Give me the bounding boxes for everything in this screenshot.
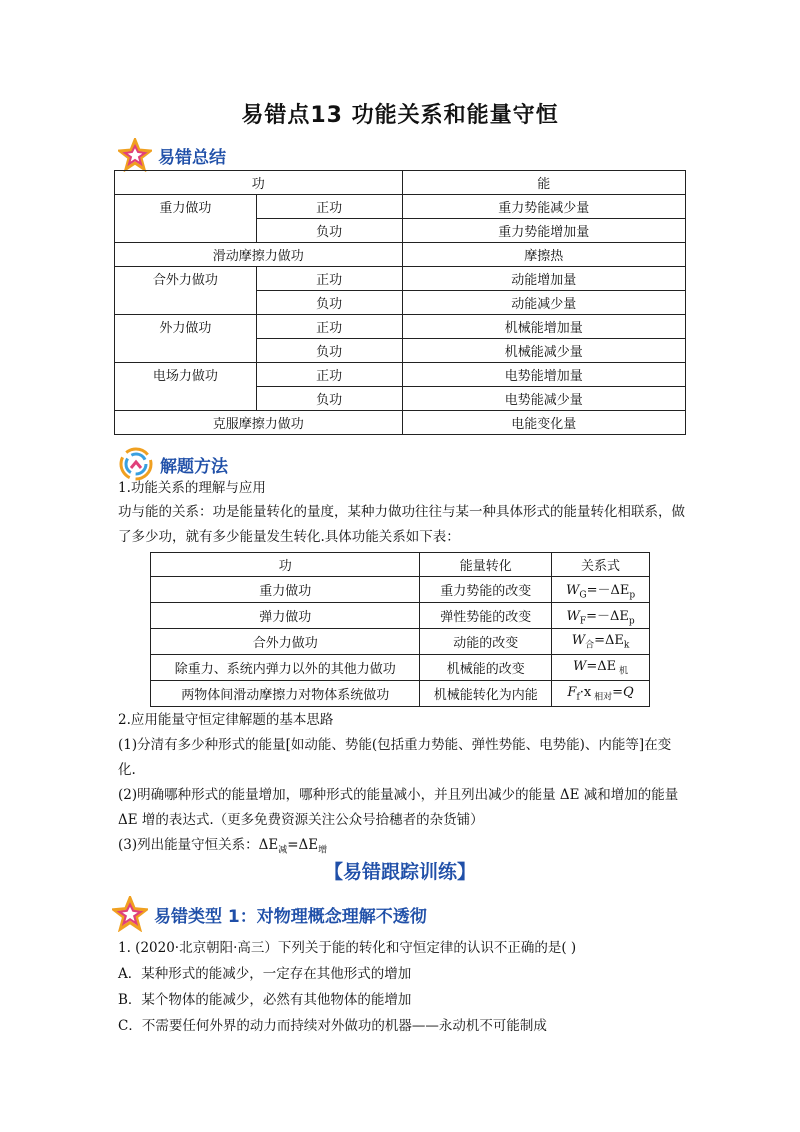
method-paragraph: 功与能的关系：功是能量转化的量度，某种力做功往往与某一种具体形式的能量转化相联系，做了多少功，就有多少能量发生转化.具体功能关系如下表：: [118, 504, 685, 545]
star-icon: [112, 896, 148, 932]
table-row: [115, 411, 686, 435]
table-cell: 滑动摩擦力做功: [115, 243, 403, 267]
formula-part: =－ΔE: [586, 582, 630, 598]
table-cell: 正功: [256, 195, 402, 219]
table-header-cell: 能量转化: [420, 553, 552, 577]
table-cell: 合外力做功: [115, 267, 257, 315]
formula-part: F: [567, 684, 577, 700]
table-cell: 电场力做功: [115, 363, 257, 411]
table-cell: 电势能减少量: [402, 387, 686, 411]
option-a: A．某种形式的能减少，一定存在其他形式的增加: [118, 966, 412, 982]
formula-part: 机: [616, 666, 629, 677]
formula-part: f: [576, 692, 580, 703]
table-header-cell: 功: [151, 553, 420, 577]
table-row: [115, 171, 686, 195]
formula-cell: [552, 629, 650, 655]
summary-heading: [118, 138, 226, 172]
table-cell: 动能增加量: [402, 267, 686, 291]
formula-part: 合: [585, 640, 595, 651]
formula-part: G: [579, 590, 587, 601]
formula-part: W: [566, 608, 580, 624]
formula-part: =Q: [612, 684, 634, 700]
practice-heading: 【易错跟踪训练】: [323, 861, 476, 883]
table-cell: 负功: [256, 291, 402, 315]
table-cell: 弹性势能的改变: [420, 603, 552, 629]
type-heading: [112, 896, 427, 932]
table-cell: 克服摩擦力做功: [115, 411, 403, 435]
table-cell: 机械能的改变: [420, 655, 552, 681]
table-cell: 负功: [256, 219, 402, 243]
summary-table: [114, 170, 686, 435]
formula-part: F: [579, 616, 587, 627]
table-cell: 机械能增加量: [402, 315, 686, 339]
table-cell: 合外力做功: [151, 629, 420, 655]
table-cell: 弹力做功: [151, 603, 420, 629]
summary-heading-text: 易错总结: [158, 147, 226, 168]
table-row: [115, 243, 686, 267]
table-cell: 机械能转化为内能: [420, 681, 552, 707]
formula-part: p: [629, 590, 636, 601]
table-cell: 电势能增加量: [402, 363, 686, 387]
formula-part: =ΔE: [594, 632, 624, 648]
option-b: B．某个物体的能减少，必然有其他物体的能增加: [118, 992, 412, 1008]
step-3-text: =ΔE: [287, 837, 319, 853]
method-table: [150, 552, 650, 707]
formula-cell: [552, 577, 650, 603]
question-text: 1. (2020·北京朝阳·高三）下列关于能的转化和守恒定律的认识不正确的是( ): [118, 940, 577, 956]
formula-cell: [552, 681, 650, 707]
table-cell: 外力做功: [115, 315, 257, 363]
method-subtitle: 1.功能关系的理解与应用: [118, 480, 266, 496]
step-3-sub: 增: [318, 845, 328, 856]
table-cell: 正功: [256, 363, 402, 387]
type-heading-text: 易错类型 1：对物理概念理解不透彻: [154, 906, 427, 927]
formula-part: k: [623, 640, 630, 651]
table-cell: 重力做功: [151, 577, 420, 603]
table-cell: 摩擦热: [402, 243, 686, 267]
table-cell: 电能变化量: [402, 411, 686, 435]
table-cell: 机械能减少量: [402, 339, 686, 363]
formula-part: =ΔE: [586, 658, 617, 674]
table-row: [151, 681, 650, 707]
formula-cell: [552, 655, 650, 681]
formula-part: W: [571, 632, 586, 648]
table-cell: 重力势能的改变: [420, 577, 552, 603]
star-icon: [118, 138, 152, 172]
formula-cell: [552, 603, 650, 629]
method-step-1: (1)分清有多少种形式的能量[如动能、势能(包括重力势能、弹性势能、电势能)、内能等]在变化.: [118, 737, 672, 778]
table-row: [115, 195, 686, 219]
table-row: [115, 315, 686, 339]
table-header-cell: 关系式: [552, 553, 650, 577]
table-cell: 两物体间滑动摩擦力对物体系统做功: [151, 681, 420, 707]
table-cell: 正功: [256, 267, 402, 291]
table-cell: 正功: [256, 315, 402, 339]
table-cell: 动能的改变: [420, 629, 552, 655]
formula-part: W: [573, 658, 587, 674]
page-title: 易错点13 功能关系和能量守恒: [241, 103, 559, 128]
table-cell: 动能减少量: [402, 291, 686, 315]
table-cell: 负功: [256, 387, 402, 411]
table-row: [151, 655, 650, 681]
formula-part: W: [565, 582, 580, 598]
table-row: [115, 363, 686, 387]
step-3-text: (3)列出能量守恒关系：ΔE: [118, 837, 279, 853]
table-cell: 除重力、系统内弹力以外的其他力做功: [151, 655, 420, 681]
table-cell: 重力势能减少量: [402, 195, 686, 219]
table-cell: 重力做功: [115, 195, 257, 243]
formula-part: 相对: [591, 692, 613, 703]
table-header-cell: 功: [115, 171, 403, 195]
table-row: [151, 629, 650, 655]
option-c: C．不需要任何外界的动力而持续对外做功的机器——永动机不可能制成: [118, 1018, 547, 1034]
table-row: [115, 267, 686, 291]
formula-part: ·x: [579, 684, 592, 700]
table-header-cell: 能: [402, 171, 686, 195]
table-row: [151, 603, 650, 629]
table-cell: 负功: [256, 339, 402, 363]
method-subtitle-2: 2.应用能量守恒定律解题的基本思路: [118, 712, 334, 728]
formula-part: p: [628, 616, 635, 627]
table-cell: 重力势能增加量: [402, 219, 686, 243]
method-step-2: (2)明确哪种形式的能量增加，哪种形式的能量减小，并且列出减少的能量 ΔE 减和增加的能量 ΔE 增的表达式.（更多免费资源关注公众号拾穗者的杂货铺）: [118, 787, 679, 828]
step-3-sub: 减: [278, 845, 288, 856]
formula-part: =－ΔE: [586, 608, 629, 624]
table-row: [151, 553, 650, 577]
method-heading-text: 解题方法: [160, 456, 228, 477]
table-row: [151, 577, 650, 603]
